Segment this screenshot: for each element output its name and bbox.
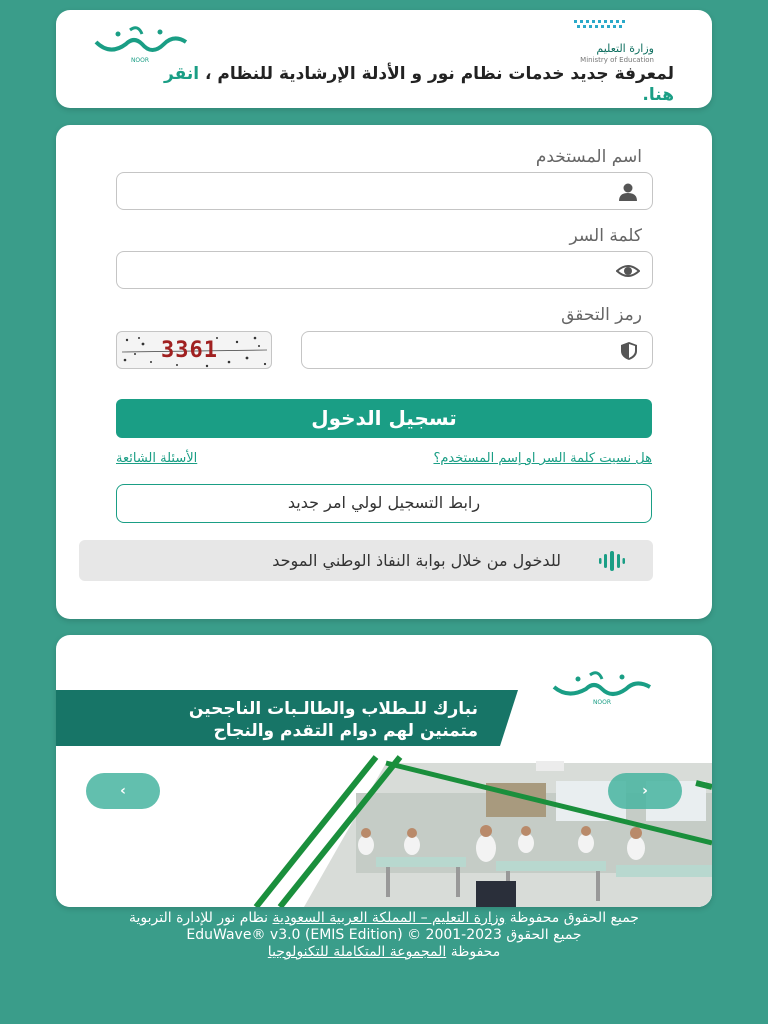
banner-ribbon bbox=[56, 690, 500, 746]
captcha-image[interactable] bbox=[116, 331, 272, 369]
header-card bbox=[56, 10, 712, 108]
footer-line-1 bbox=[0, 910, 768, 927]
faq-link[interactable]: الأسئلة الشائعة bbox=[116, 451, 198, 466]
footer-reserved: محفوظة bbox=[450, 944, 501, 960]
info-message: لمعرفة جديد خدمات نظام نور و الأدلة الإرشادية للنظام ، bbox=[205, 64, 674, 84]
captcha-label: رمز التحقق bbox=[561, 305, 642, 325]
nafath-icon bbox=[599, 549, 625, 573]
username-field[interactable] bbox=[116, 172, 653, 210]
banner-noor-logo-text: NOOR bbox=[592, 699, 612, 705]
forgot-password-link[interactable]: هل نسيت كلمة السر او إسم المستخدم؟ bbox=[433, 451, 652, 466]
captcha-code: 3361 bbox=[161, 338, 218, 363]
footer-line-3 bbox=[0, 944, 768, 961]
info-link[interactable]: انقر هنا. bbox=[164, 64, 674, 105]
footer-line-2: جميع الحقوق EduWave® v3.0 (EMIS Edition) © 2001-2023 bbox=[186, 927, 582, 943]
login-card bbox=[56, 125, 712, 619]
footer bbox=[0, 910, 768, 961]
username-label: اسم المستخدم bbox=[535, 147, 642, 167]
carousel-prev-button[interactable]: ‹ bbox=[86, 773, 160, 809]
nafath-label: للدخول من خلال بوابة النفاذ الوطني الموحد bbox=[272, 551, 561, 570]
user-icon bbox=[618, 182, 638, 202]
parent-register-button[interactable]: رابط التسجيل لولي امر جديد bbox=[116, 484, 652, 523]
noor-logo-text: NOOR bbox=[130, 57, 150, 64]
moe-name-en: Ministry of Education bbox=[580, 56, 654, 64]
banner-carousel bbox=[56, 635, 712, 907]
nafath-login-button[interactable] bbox=[79, 540, 653, 581]
carousel-next-button[interactable]: › bbox=[608, 773, 682, 809]
password-field[interactable] bbox=[116, 251, 653, 289]
moe-name: وزارة التعليم bbox=[596, 42, 654, 55]
password-label: كلمة السر bbox=[569, 226, 642, 246]
footer-rights: جميع الحقوق محفوظة bbox=[509, 910, 639, 926]
footer-noor: نظام نور للإدارة التربوية bbox=[129, 910, 269, 926]
banner-noor-logo bbox=[548, 665, 656, 705]
captcha-field[interactable] bbox=[301, 331, 653, 369]
footer-moe-link[interactable]: وزارة التعليم – المملكة العربية السعودية bbox=[272, 910, 506, 926]
noor-logo bbox=[90, 22, 190, 64]
shield-icon bbox=[620, 341, 638, 361]
footer-itg-link[interactable]: المجموعة المتكاملة للتكنولوجيا bbox=[267, 944, 447, 960]
login-button[interactable]: تسجيل الدخول bbox=[116, 399, 652, 438]
eye-icon[interactable] bbox=[616, 261, 640, 281]
banner-line-1: نبارك للـطلاب والطالـبات الناجحين bbox=[188, 699, 478, 719]
banner-line-2: متمنين لهم دوام التقدم والنجاح bbox=[213, 721, 478, 741]
info-text bbox=[154, 64, 674, 106]
